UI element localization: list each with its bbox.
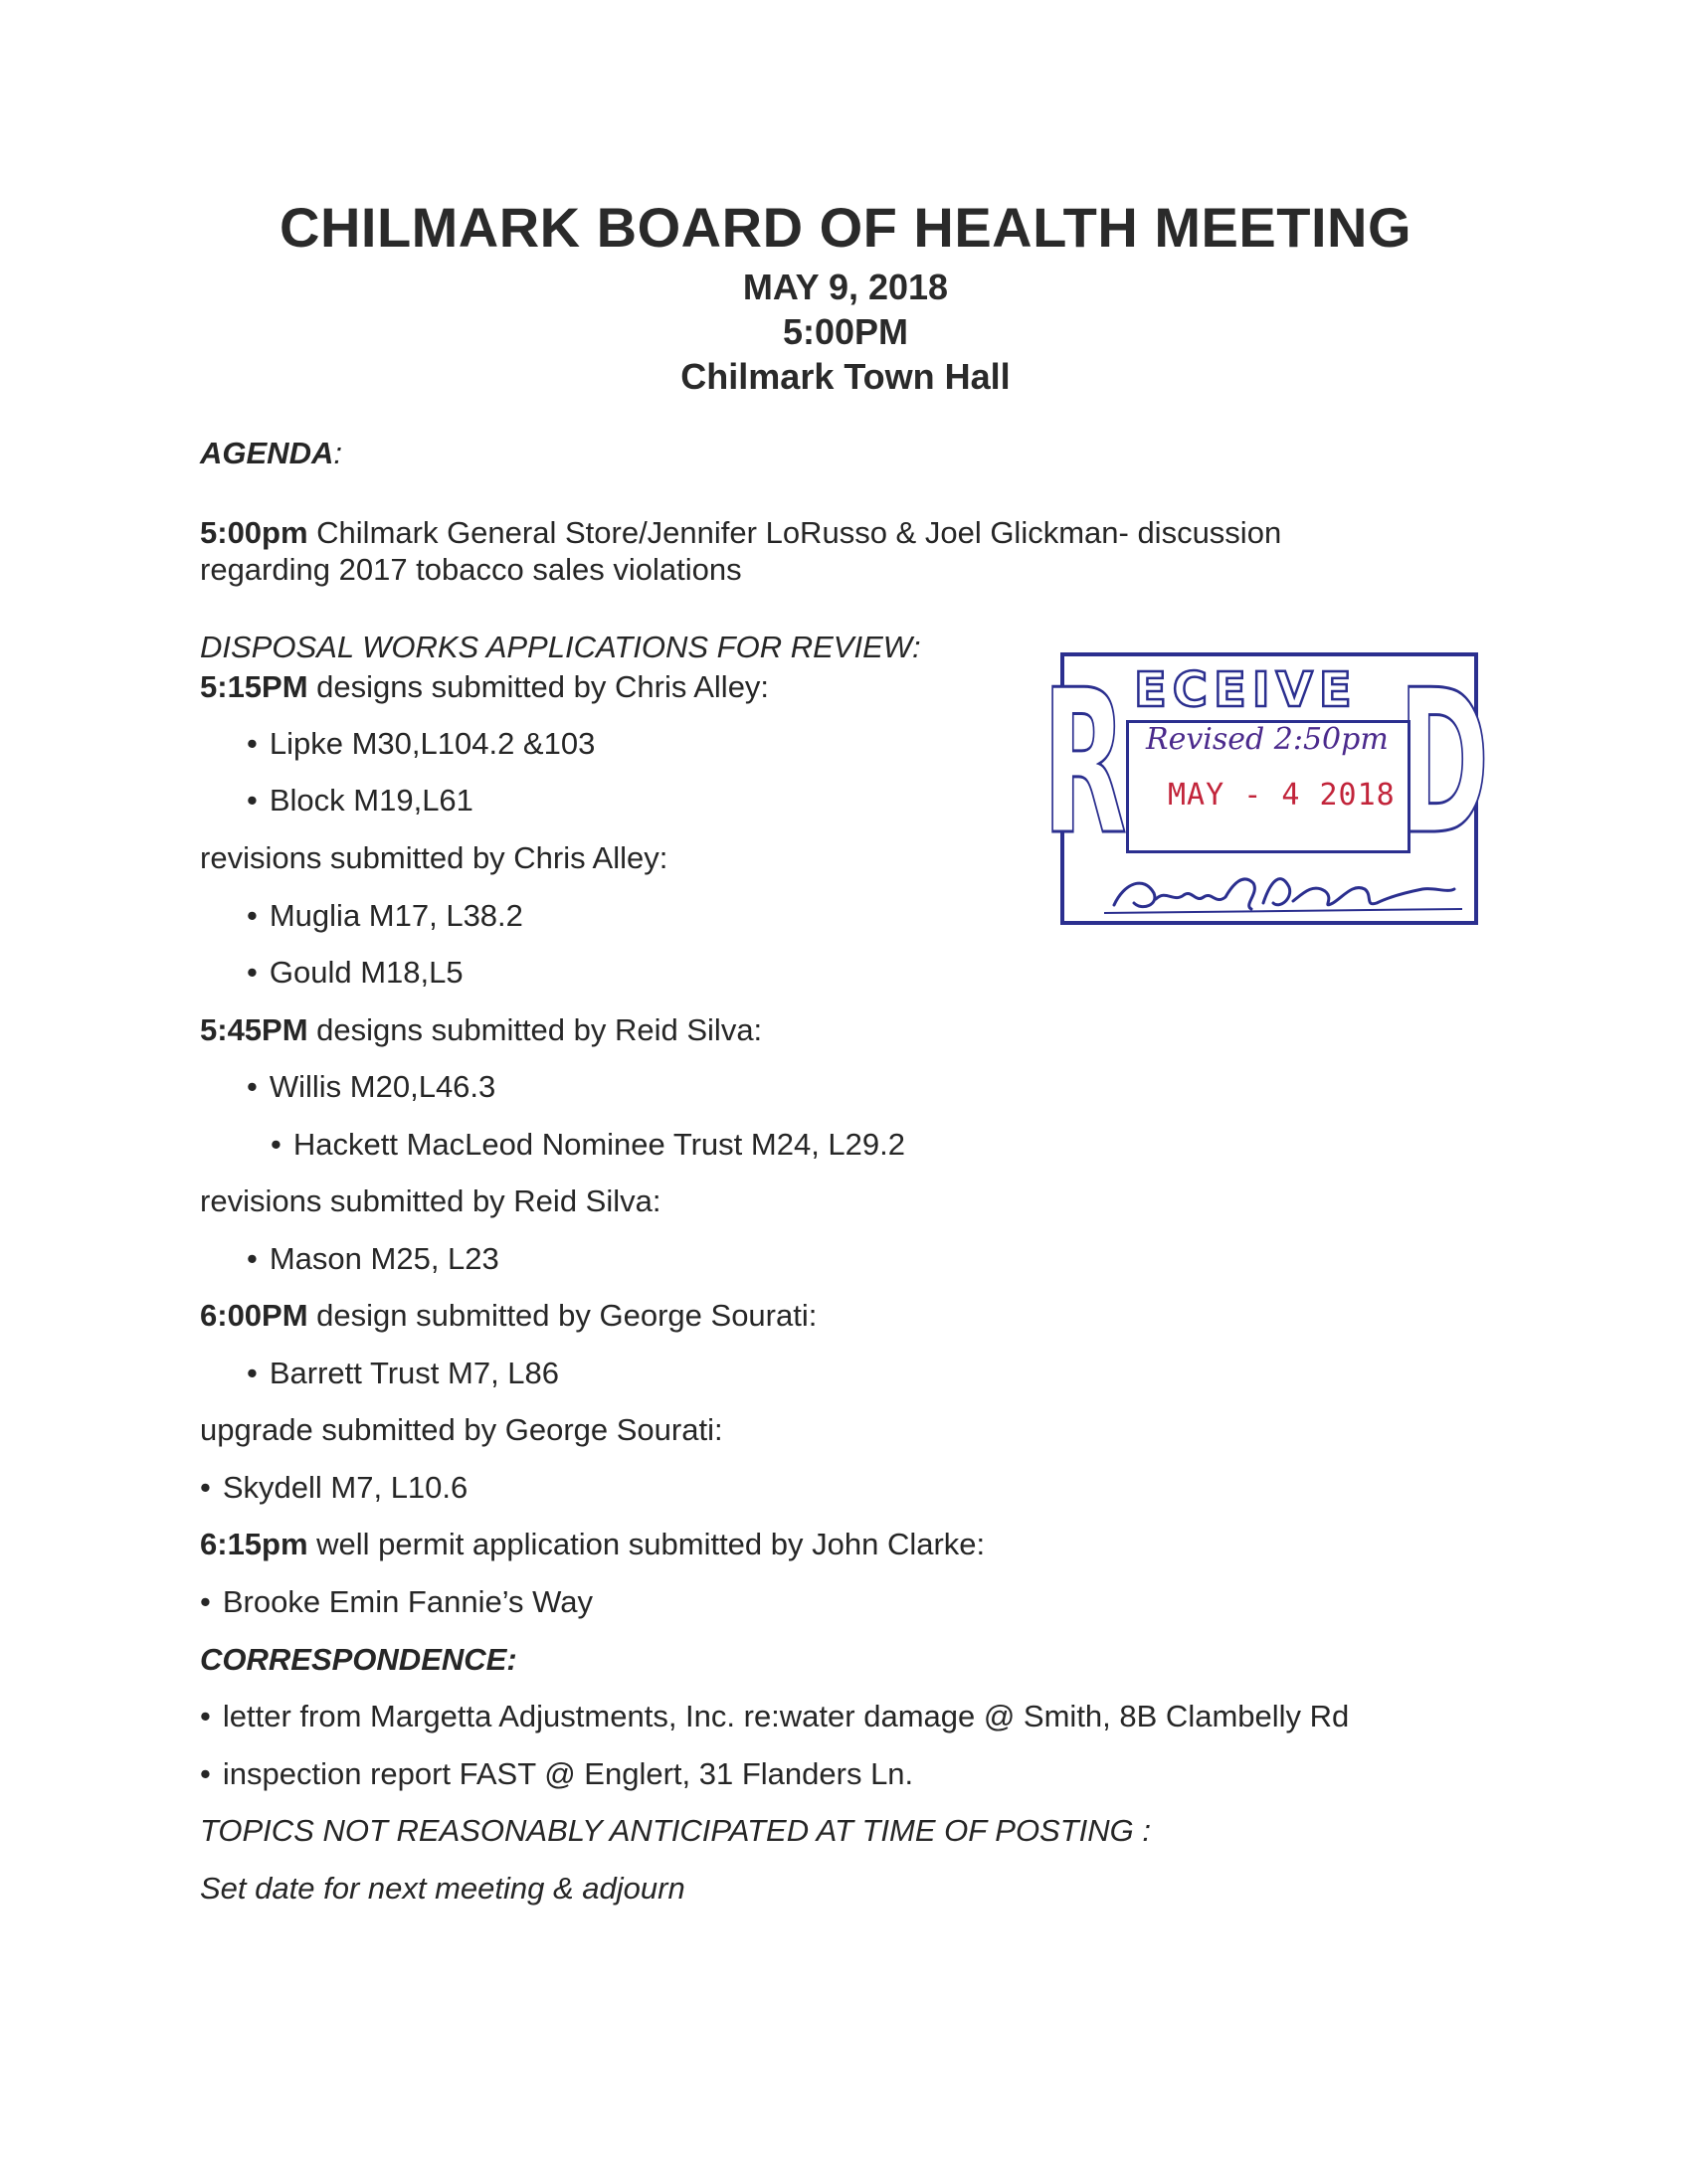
disposal-heading: DISPOSAL WORKS APPLICATIONS FOR REVIEW:: [200, 630, 921, 664]
meeting-time: 5:00PM: [782, 311, 909, 352]
meeting-date: MAY 9, 2018: [742, 267, 949, 307]
list-item: • Lipke M30,L104.2 &103: [247, 726, 596, 761]
list-item: • Barrett Trust M7, L86: [247, 1356, 560, 1390]
agenda-heading: AGENDA:: [200, 436, 342, 470]
list-item: • inspection report FAST @ Englert, 31 Flanders Ln.: [200, 1756, 914, 1791]
upgrade: upgrade submitted by George Sourati:: [200, 1412, 723, 1447]
revisions-1: revisions submitted by Chris Alley:: [200, 840, 668, 875]
list-item: • Muglia M17, L38.2: [247, 898, 523, 933]
item-time: 6:15pm: [200, 1527, 308, 1561]
list-item: • Gould M18,L5: [247, 955, 464, 990]
item-time: 6:00PM: [200, 1298, 308, 1333]
stamp-letter-r: R: [1042, 647, 1127, 879]
meeting-location: Chilmark Town Hall: [680, 356, 1011, 397]
disposal-group-1: 5:15PM designs submitted by Chris Alley:: [200, 669, 770, 704]
stamp-revised-note: Revised 2:50pm: [1146, 722, 1389, 757]
disposal-group-3: 6:00PM design submitted by George Sourati:: [200, 1298, 818, 1333]
correspondence-heading: CORRESPONDENCE:: [200, 1642, 517, 1677]
item-time: 5:15PM: [200, 669, 308, 704]
stamp-letter-d: D: [1399, 647, 1490, 879]
item-time: 5:45PM: [200, 1012, 308, 1047]
list-item: • Block M19,L61: [247, 783, 473, 818]
closing-line: Set date for next meeting & adjourn: [200, 1871, 685, 1906]
signature-icon: [1104, 853, 1462, 923]
disposal-group-2: 5:45PM designs submitted by Reid Silva:: [200, 1012, 763, 1047]
topics-line: TOPICS NOT REASONABLY ANTICIPATED AT TIME OF POSTING :: [200, 1813, 1152, 1848]
list-item: • Willis M20,L46.3: [247, 1069, 496, 1104]
list-item: • Brooke Emin Fannie’s Way: [200, 1584, 594, 1619]
stamp-date: MAY - 4 2018: [1168, 778, 1396, 813]
received-stamp: [1042, 647, 1490, 925]
disposal-group-4: 6:15pm well permit application submitted by John Clarke:: [200, 1527, 986, 1561]
list-item: • letter from Margetta Adjustments, Inc. re:water damage @ Smith, 8B Clambelly Rd: [200, 1699, 1350, 1733]
list-item: • Skydell M7, L10.6: [200, 1470, 469, 1505]
agenda-item-1-cont: regarding 2017 tobacco sales violations: [200, 552, 742, 587]
item-time: 5:00pm: [200, 515, 308, 550]
agenda-item-1: 5:00pm Chilmark General Store/Jennifer LoRusso & Joel Glickman- discussion: [200, 515, 1282, 550]
list-item: • Mason M25, L23: [247, 1241, 499, 1276]
revisions-2: revisions submitted by Reid Silva:: [200, 1183, 661, 1218]
stamp-word: ECEIVE: [1134, 662, 1358, 718]
list-item: • Hackett MacLeod Nominee Trust M24, L29.2: [271, 1127, 906, 1162]
document-title: CHILMARK BOARD OF HEALTH MEETING: [280, 196, 1411, 259]
